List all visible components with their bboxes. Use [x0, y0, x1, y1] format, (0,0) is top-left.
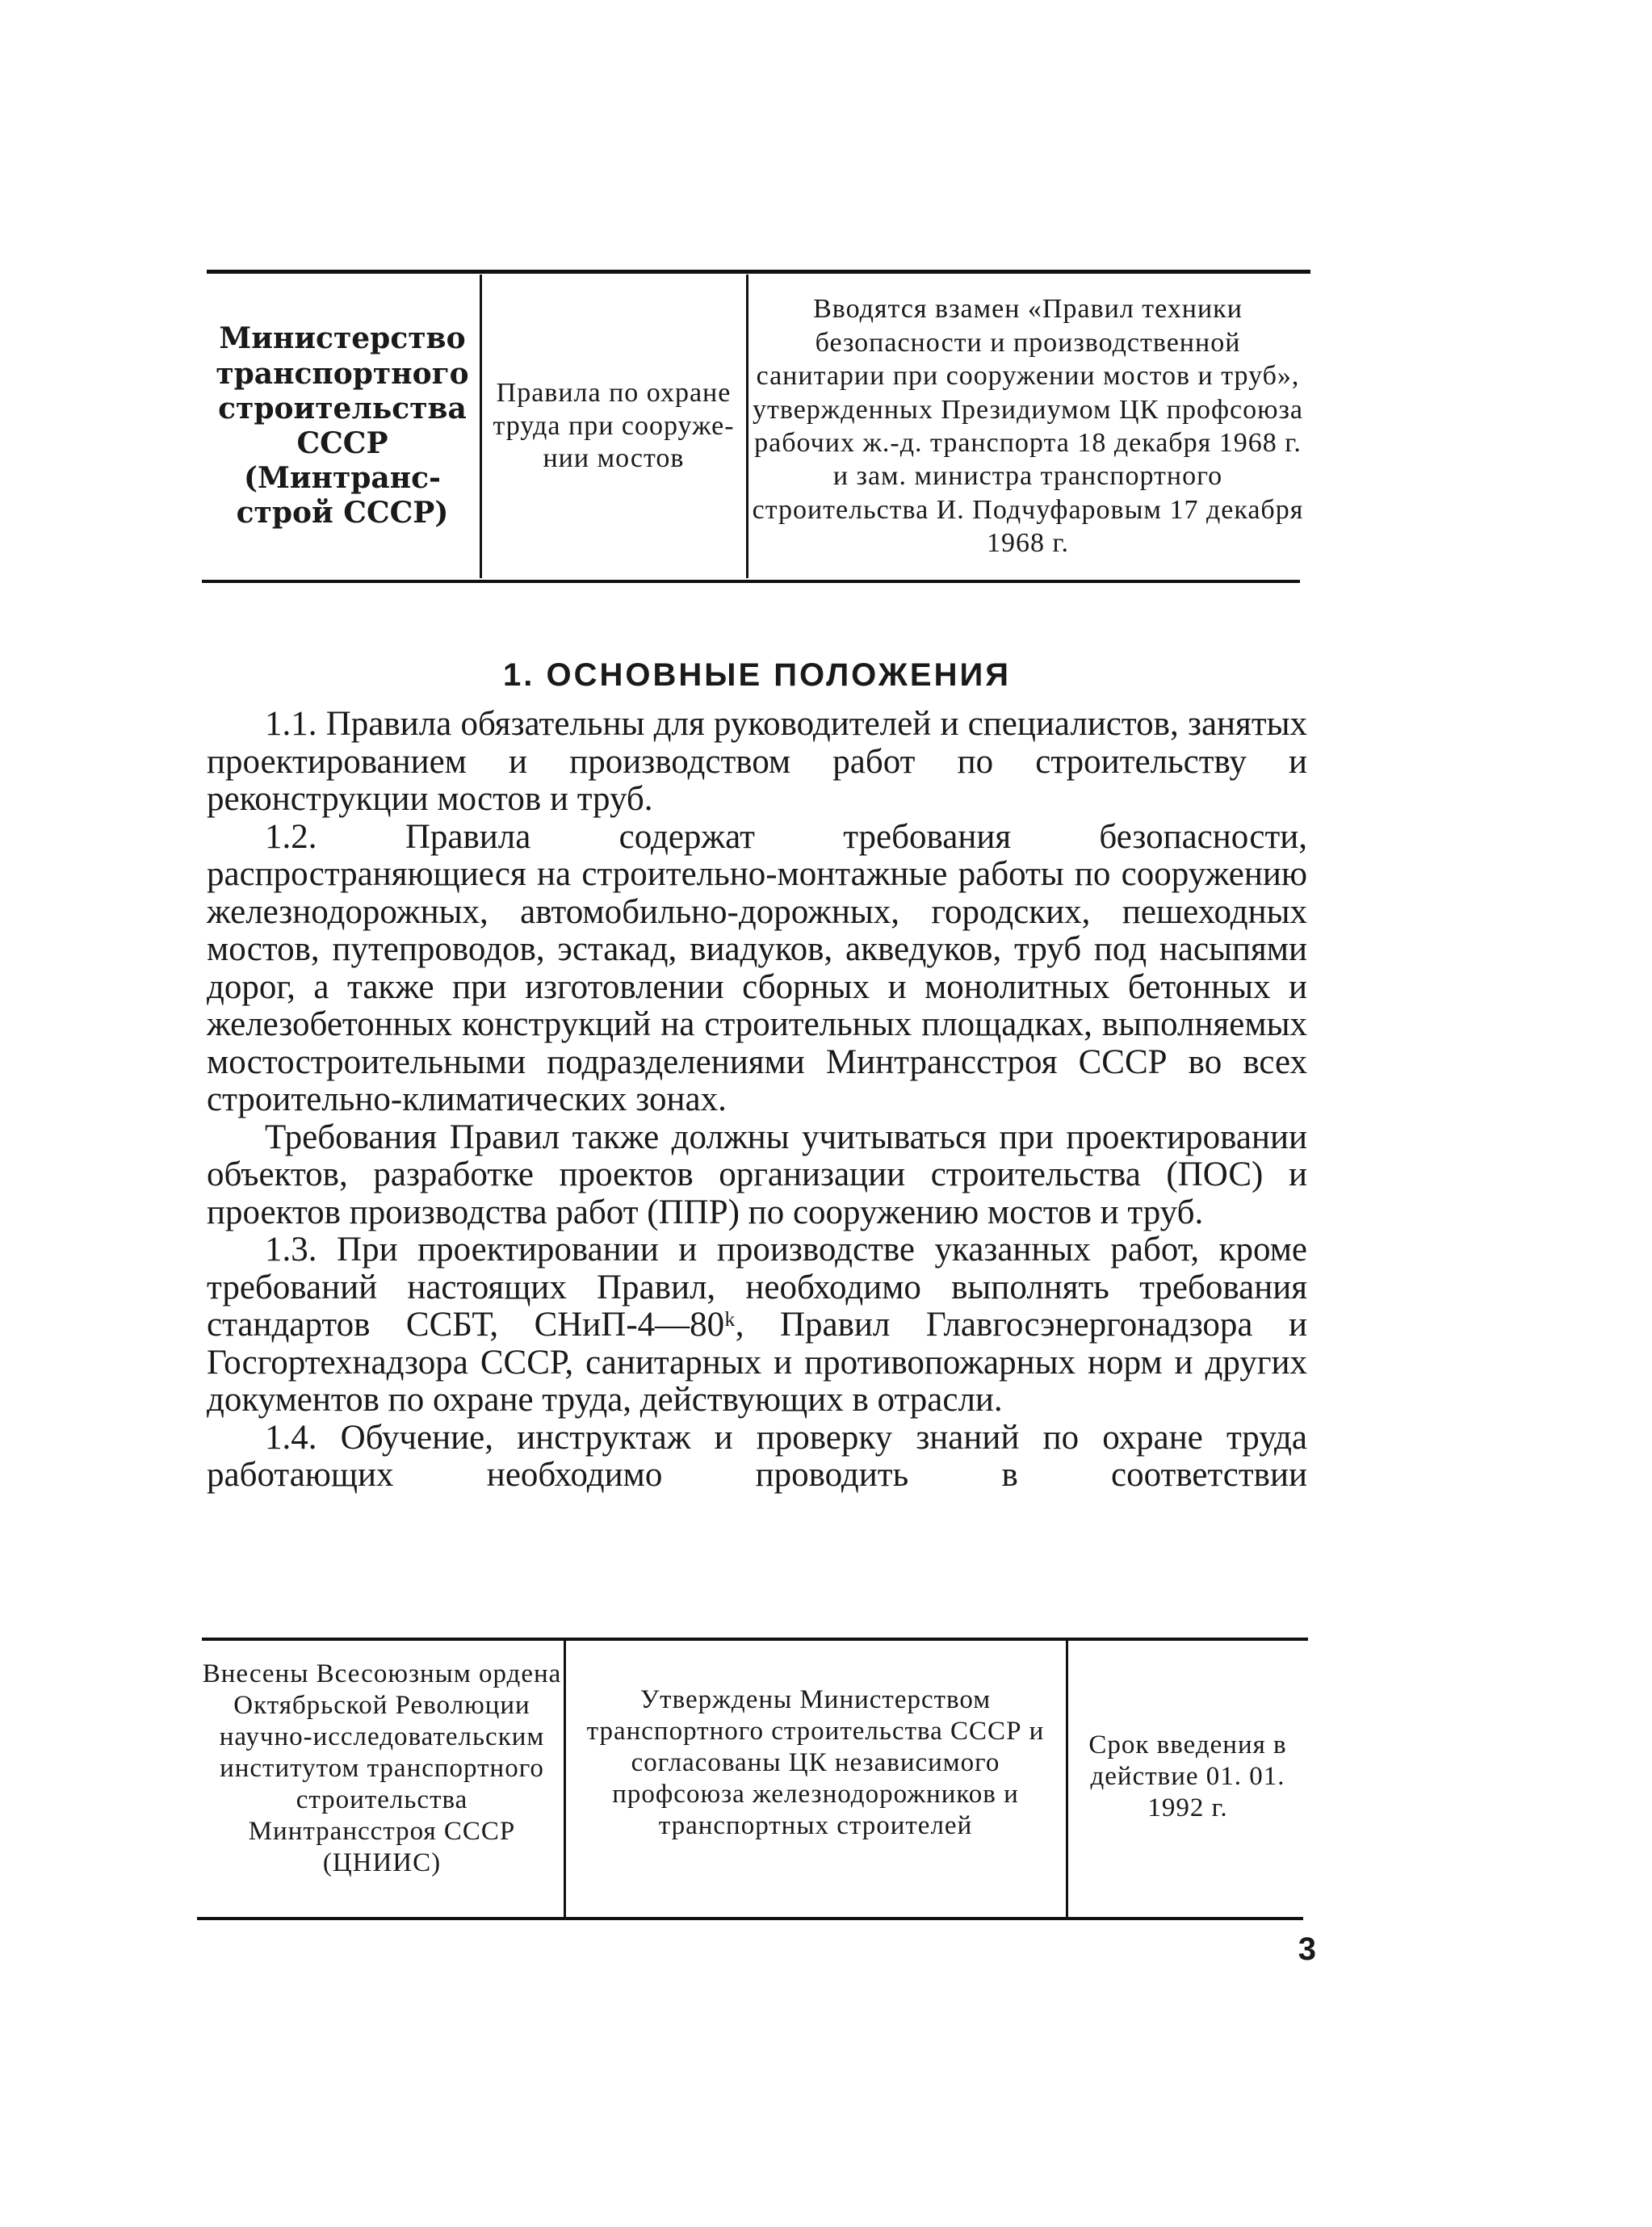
- section-title: 1. ОСНОВНЫЕ ПОЛОЖЕНИЯ: [503, 657, 1011, 693]
- document-body: [207, 706, 1307, 1495]
- paragraph: 1.1. Правила обязательны для руководителей и специалистов, занятых проектированием и производством работ по строительству и реконструкции мостов и труб.: [207, 705, 1307, 818]
- footer-divider: [564, 1641, 566, 1917]
- effective-date: Срок введения в действие 01. 01. 1992 г.: [1088, 1730, 1287, 1822]
- replaces-note: Вводятся взамен «Правил техники безопасности и производственной санитарии при сооружении мостов и труб», утвержденных Президиумом ЦК профсоюза рабочих ж.-д. транспорта 18 декабря 1968 г. и зам. министра транспортного строительства И. Подчуфаровым 17 декабря 1968 г.: [752, 294, 1304, 559]
- document-header-table: [207, 275, 1307, 578]
- page-number: 3: [1298, 1931, 1316, 1967]
- introduced-by: Внесены Всесоюзным ордена Октябрьской Революции научно-исследовательским институтом транспортного строительства Минтрансстроя СССР (ЦНИИС): [202, 1659, 562, 1877]
- header-bottom-rule: [202, 580, 1300, 583]
- header-divider: [746, 275, 748, 578]
- ministry-name: Министерство транспортного строительства СССР (Минтранс-строй СССР): [216, 321, 469, 531]
- paragraph: 1.4. Обучение, инструктаж и проверку знаний по охране труда работающих необходимо проводить в соответствии: [207, 1418, 1307, 1494]
- document-footer-table: [202, 1641, 1306, 1917]
- header-divider: [480, 275, 482, 578]
- paragraph: 1.3. При проектировании и производстве указанных работ, кроме требований настоящих Правил, необходимо выполнять требования стандартов ССБТ, СНиП-4—80ᵏ, Правил Главгосэнергонадзора и Госгортехнадзора СССР, санитарных и противопожарных норм и других документов по охране труда, действующих в отрасли.: [207, 1231, 1307, 1419]
- approved-by: Утверждены Министерством транспортного строительства СССР и согласованы ЦК независимого профсоюза железнодорожников и транспортных строителей: [586, 1685, 1045, 1840]
- header-top-rule: [207, 270, 1310, 274]
- paragraph: Требования Правил также должны учитываться при проектировании объектов, разработке проектов организации строительства (ПОС) и проектов производства работ (ППР) по сооружению мостов и труб.: [207, 1118, 1307, 1231]
- paragraph: 1.2. Правила содержат требования безопасности, распространяющиеся на строительно-монтажные работы по сооружению железнодорожных, автомобильно-дорожных, городских, пешеходных мостов, путепроводов, эстакад, виадуков, акведуков, труб под насыпями дорог, а также при изготовлении сборных и монолитных бетонных и железобетонных конструкций на строительных площадках, выполняемых мостостроительными подразделениями Минтрансстроя СССР во всех строительно-климатических зонах.: [207, 817, 1307, 1118]
- footer-divider: [1066, 1641, 1068, 1917]
- footer-bottom-rule: [197, 1917, 1303, 1920]
- rules-title: Правила по охране труда при сооруже-нии мостов: [493, 377, 735, 474]
